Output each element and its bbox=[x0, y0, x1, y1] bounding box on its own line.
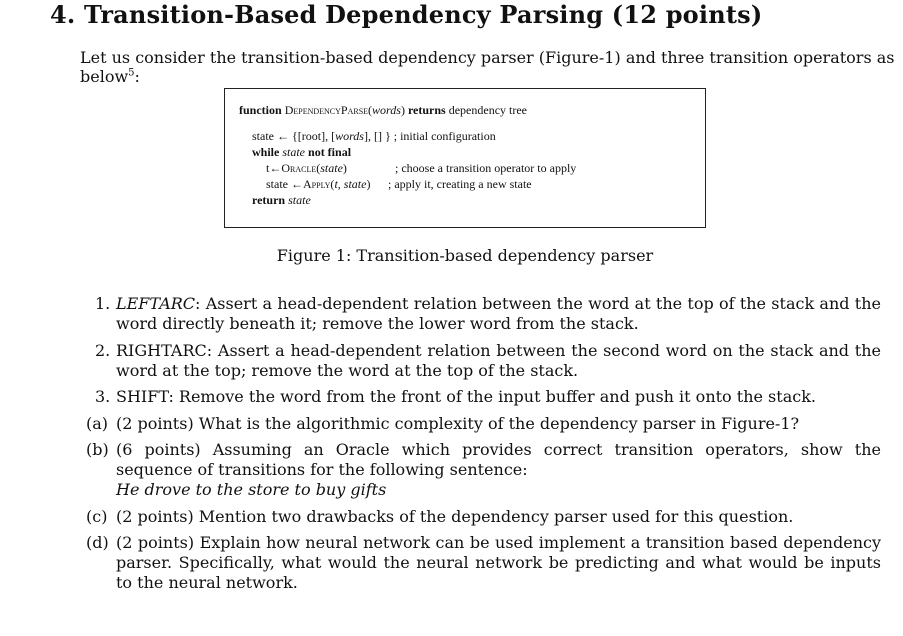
question-text: (6 points) Assuming an Oracle which provides correct transition operators, show the sequence of transitions for the following sentence: bbox=[116, 440, 881, 479]
question-label: (d) bbox=[86, 533, 109, 552]
apply-close: ) bbox=[366, 177, 371, 191]
figure-caption: Figure 1: Transition-based dependency parser bbox=[276, 246, 654, 265]
algorithm-box bbox=[224, 88, 706, 228]
kw-return: return bbox=[252, 193, 286, 207]
fn-apply: Apply( bbox=[303, 177, 335, 191]
apply-arg: t, state bbox=[334, 177, 367, 191]
item-number: 2. bbox=[95, 341, 111, 360]
footnote-marker: 5 bbox=[128, 67, 135, 79]
oracle-a: t← bbox=[266, 161, 282, 175]
intro-paragraph bbox=[80, 48, 903, 86]
section-heading: 4. Transition-Based Dependency Parsing (12 points) bbox=[50, 0, 763, 29]
algo-line-while bbox=[252, 145, 351, 160]
init-arg: words bbox=[335, 129, 364, 143]
algo-line-function bbox=[239, 103, 527, 118]
question-label: (c) bbox=[86, 507, 108, 526]
oracle-close: ) bbox=[342, 161, 347, 175]
example-sentence bbox=[116, 480, 881, 500]
algo-line-oracle bbox=[266, 161, 347, 176]
algo-line-init bbox=[252, 129, 496, 144]
kw-while: while bbox=[252, 145, 280, 159]
operator-text: : Assert a head-dependent relation between the word at the top of the stack and the word directly beneath it; remove the lower word from the stack. bbox=[116, 294, 881, 333]
algo-line-apply bbox=[266, 177, 370, 192]
fn-dependencyparse: DependencyParse( bbox=[284, 103, 373, 117]
operator-name: LEFTARC bbox=[116, 294, 196, 313]
init-a: state ← {[root], [ bbox=[252, 129, 336, 143]
item-body bbox=[116, 294, 881, 334]
return-var: state bbox=[288, 193, 311, 207]
kw-function: function bbox=[239, 103, 282, 117]
fn-oracle: Oracle( bbox=[281, 161, 321, 175]
init-rest: ], [] } ; initial configuration bbox=[363, 129, 496, 143]
arg-words: words bbox=[372, 103, 401, 117]
intro-end: : bbox=[134, 67, 140, 86]
oracle-arg: state bbox=[320, 161, 343, 175]
question-text: (2 points) What is the algorithmic complexity of the dependency parser in Figure-1? bbox=[116, 414, 800, 433]
question-text: (2 points) Mention two drawbacks of the dependency parser used for this question. bbox=[116, 507, 794, 526]
algo-line-return bbox=[252, 193, 311, 208]
operator-name: SHIFT bbox=[116, 387, 169, 406]
paren-close: ) bbox=[400, 103, 405, 117]
item-body bbox=[116, 387, 881, 407]
item-body bbox=[116, 341, 881, 381]
return-type: dependency tree bbox=[448, 103, 528, 117]
item-number: 3. bbox=[95, 387, 111, 406]
while-rest: not final bbox=[308, 145, 352, 159]
question-label: (b) bbox=[86, 440, 109, 459]
algo-comment-apply: ; apply it, creating a new state bbox=[388, 177, 532, 191]
operator-text: : Remove the word from the front of the input buffer and push it onto the stack. bbox=[168, 387, 816, 406]
while-var: state bbox=[282, 145, 306, 159]
kw-returns: returns bbox=[407, 103, 446, 117]
question-label: (a) bbox=[86, 414, 109, 433]
operator-text: : Assert a head-dependent relation between the second word on the stack and the word at the top; remove the word at the top of the stack. bbox=[116, 341, 881, 380]
operator-name: RIGHTARC bbox=[116, 341, 207, 360]
algo-comment-oracle: ; choose a transition operator to apply bbox=[395, 161, 577, 175]
sentence-text: He drove to the store to buy gifts bbox=[116, 480, 387, 499]
question-text: (2 points) Explain how neural network can be used implement a transition based dependency parser. Specifically, what would the neural network be predicting and what would be inputs to the neural network. bbox=[116, 533, 881, 592]
intro-text: Let us consider the transition-based dependency parser (Figure-1) and three transition operators as below bbox=[80, 48, 895, 86]
item-number: 1. bbox=[95, 294, 111, 313]
apply-a: state ← bbox=[266, 177, 303, 191]
